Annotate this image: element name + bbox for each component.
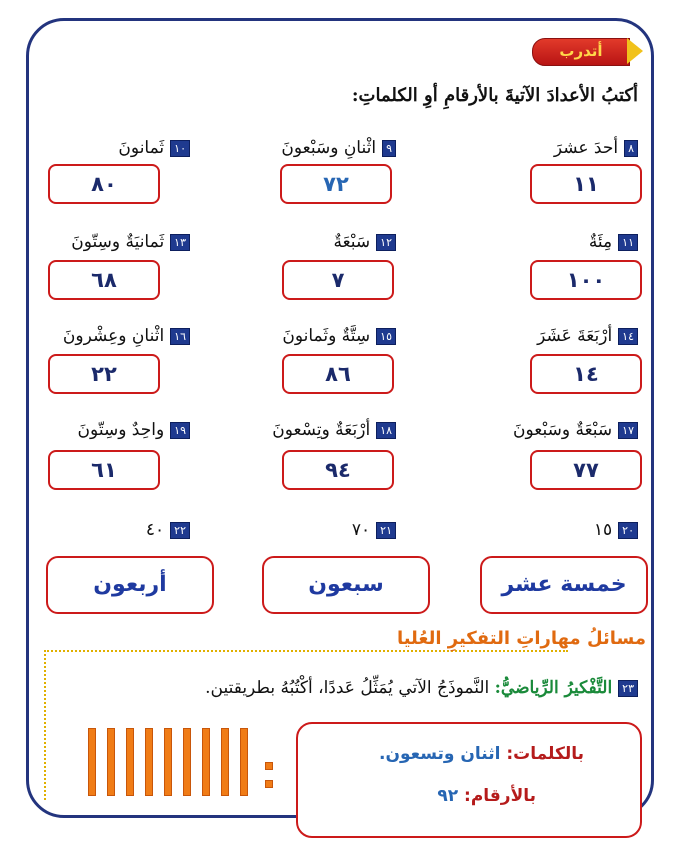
answer-box[interactable]: ٦٨: [48, 260, 160, 300]
ten-rod: [202, 728, 210, 796]
ten-rod: [126, 728, 134, 796]
exercise-label: ١٤أرْبَعَةَ عَشَرَ: [537, 326, 638, 346]
question-23: ٢٣التَّفْكيرُ الرِّياضيُّ: النَّموذَجُ الآتي يُمَثِّلُ عَددًا، أكْتُبُهُ بطريقتين.: [205, 678, 638, 698]
exercise-label: ١٠ثَمانونَ: [118, 138, 190, 158]
answer-box[interactable]: ٧٢: [280, 164, 392, 204]
exercise-label: ١٨أرْبَعَةٌ وتِسْعونَ: [272, 420, 396, 440]
exercise-label: ١٥سِتَّةٌ وثَمانونَ: [282, 326, 396, 346]
answer-box[interactable]: ٩٤: [282, 450, 394, 490]
exercise-label: ٨أحدَ عشرَ: [554, 138, 638, 158]
ten-rod: [107, 728, 115, 796]
answer-box[interactable]: ٢٢: [48, 354, 160, 394]
exercise-value: ٢٠١٥: [594, 520, 638, 540]
exercise-label: ١٧سَبْعَةٌ وسَبْعونَ: [513, 420, 638, 440]
exercise-label: ٩اثْنانِ وسَبْعونَ: [281, 138, 396, 158]
one-cube: [265, 762, 273, 770]
section-tab: [532, 38, 642, 64]
ten-rod: [164, 728, 172, 796]
answer-panel: [296, 722, 642, 838]
answer-box[interactable]: ٨٦: [282, 354, 394, 394]
section-divider-vertical: [44, 650, 46, 800]
tab-arrow-icon: [627, 38, 643, 64]
exercise-label: ١٢سَبْعَةٌ: [333, 232, 396, 252]
answer-words-line: بالكلمات: اثنان وتسعون.: [379, 744, 584, 764]
section-tab-label: أتدرب: [559, 42, 603, 60]
answer-box[interactable]: ٧: [282, 260, 394, 300]
hots-title: مسائلُ مهاراتِ التفكيرِ العُليا: [396, 628, 646, 649]
answer-box[interactable]: ٦١: [48, 450, 160, 490]
exercise-label: ١٣ثَمانيَةٌ وسِتّونَ: [71, 232, 190, 252]
ten-rod: [183, 728, 191, 796]
exercise-label: ١١مِئَةٌ: [589, 232, 638, 252]
ten-rod: [145, 728, 153, 796]
instruction: أكتبُ الأعدادَ الآتيةَ بالأرقامِ أوِ الكلماتِ:: [351, 85, 638, 106]
answer-box-words[interactable]: خمسة عشر: [480, 556, 648, 614]
exercise-label: ١٩واحِدٌ وسِتّونَ: [78, 420, 190, 440]
exercise-value: ٢٢٤٠: [146, 520, 190, 540]
section-divider: [44, 650, 568, 652]
ten-rod: [88, 728, 96, 796]
answer-box[interactable]: ٧٧: [530, 450, 642, 490]
answer-box-words[interactable]: أربعون: [46, 556, 214, 614]
one-cube: [265, 780, 273, 788]
answer-box[interactable]: ٨٠: [48, 164, 160, 204]
exercise-value: ٢١٧٠: [352, 520, 396, 540]
answer-digits-line: بالأرقام: ٩٢: [437, 786, 536, 806]
ten-rod: [221, 728, 229, 796]
answer-box[interactable]: ١٠٠: [530, 260, 642, 300]
exercise-label: ١٦اثْنانِ وعِشْرونَ: [63, 326, 190, 346]
answer-box-words[interactable]: سبعون: [262, 556, 430, 614]
ten-rod: [240, 728, 248, 796]
answer-box[interactable]: ١١: [530, 164, 642, 204]
answer-box[interactable]: ١٤: [530, 354, 642, 394]
